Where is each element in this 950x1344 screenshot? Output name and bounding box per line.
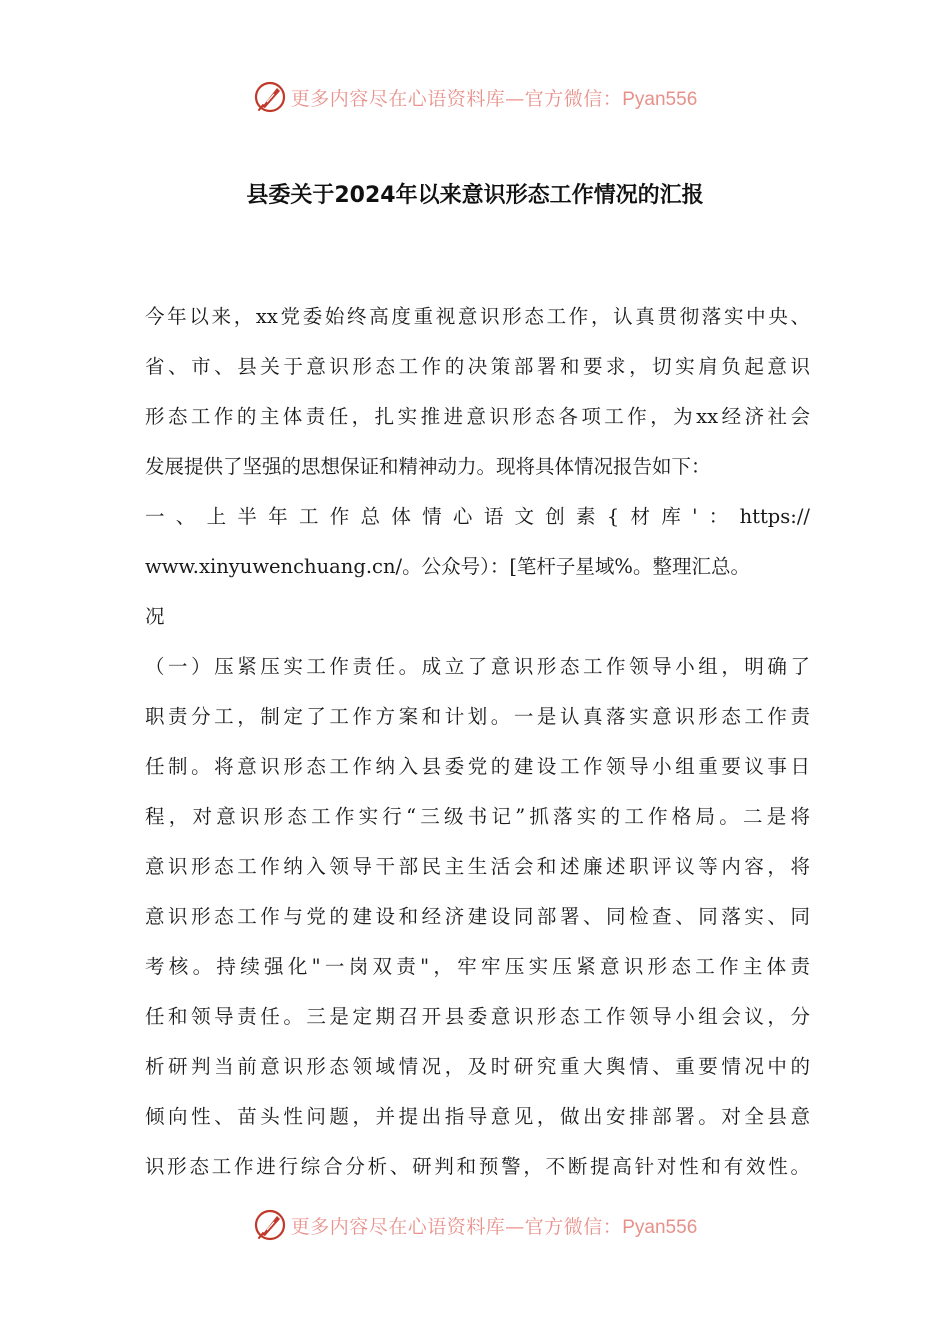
quill-pen-logo-icon — [253, 1208, 287, 1242]
body-line: 况 — [145, 605, 165, 628]
body-line: 发展提供了坚强的思想保证和精神动力。现将具体情况报告如下： — [145, 455, 711, 478]
watermark-wechat-id: Pyan556 — [622, 88, 698, 110]
body-line: 析研判当前意识形态领域情况，及时研究重大舆情、重要情况中的 — [145, 1055, 810, 1078]
quill-pen-logo-icon — [253, 80, 287, 114]
body-line: 意识形态工作纳入领导干部民主生活会和述廉述职评议等内容，将 — [145, 855, 810, 878]
body-line: 意识形态工作与党的建设和经济建设同部署、同检查、同落实、同 — [145, 905, 810, 928]
body-line: 程，对意识形态工作实行“三级书记”抓落实的工作格局。二是将 — [145, 805, 810, 828]
body-line: 形态工作的主体责任，扎实推进意识形态各项工作，为xx经济社会 — [145, 405, 810, 428]
footer-watermark — [0, 1208, 950, 1242]
body-line: 倾向性、苗头性问题，并提出指导意见，做出安排部署。对全县意 — [145, 1105, 810, 1128]
document-body — [145, 292, 810, 1192]
watermark-text: 更多内容尽在心语资料库—官方微信：Pyan556 — [290, 87, 698, 110]
watermark-wechat-id: Pyan556 — [622, 1216, 698, 1238]
body-line: 一、上半年工作总体情心语文创素{材库'：https:// — [145, 505, 810, 528]
body-line: 省、市、县关于意识形态工作的决策部署和要求，切实肩负起意识 — [145, 355, 810, 378]
body-line: 今年以来，xx党委始终高度重视意识形态工作，认真贯彻落实中央、 — [145, 305, 810, 328]
body-line: 考核。持续强化"一岗双责"，牢牢压实压紧意识形态工作主体责 — [145, 955, 810, 978]
body-line: 任和领导责任。三是定期召开县委意识形态工作领导小组会议，分 — [145, 1005, 810, 1028]
document-title: 县委关于2024年以来意识形态工作情况的汇报 — [246, 183, 704, 208]
section-heading-line: （一）压紧压实工作责任。成立了意识形态工作领导小组，明确了 — [145, 655, 810, 678]
body-line: 职责分工，制定了工作方案和计划。一是认真落实意识形态工作责 — [145, 705, 810, 728]
body-line: www.xinyuwenchuang.cn/。公众号）：[笔杆子星域%。整理汇总。 — [145, 555, 750, 578]
body-line: 识形态工作进行综合分析、研判和预警，不断提高针对性和有效性。 — [145, 1155, 810, 1178]
body-line: 任制。将意识形态工作纳入县委党的建设工作领导小组重要议事日 — [145, 755, 810, 778]
watermark-text: 更多内容尽在心语资料库—官方微信：Pyan556 — [290, 1215, 698, 1238]
header-watermark — [0, 80, 950, 114]
